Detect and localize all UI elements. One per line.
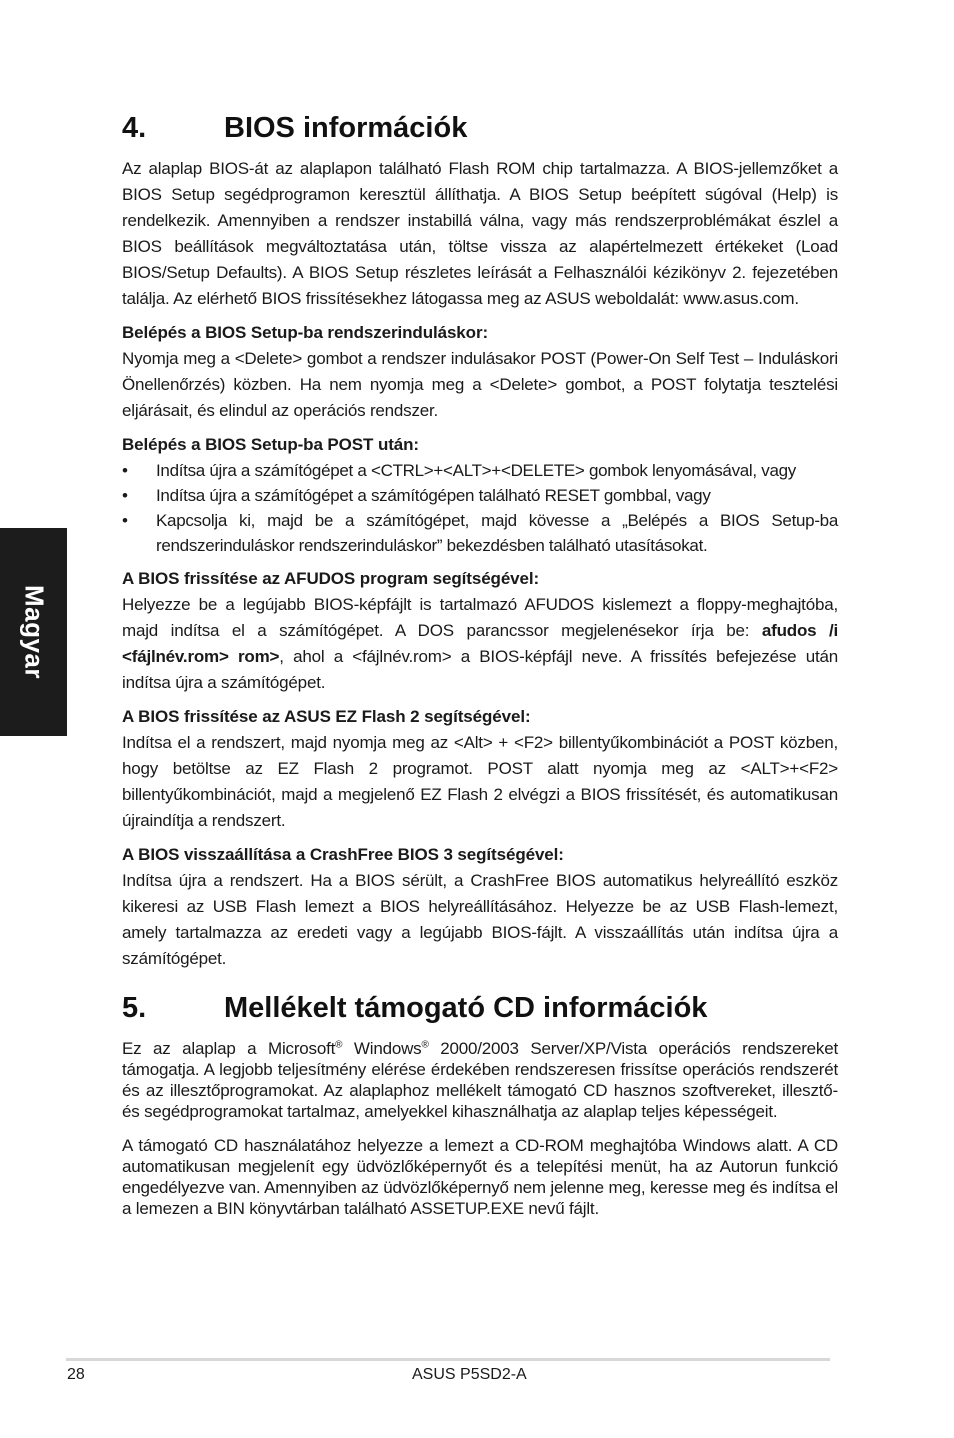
list-item: • Indítsa újra a számítógépet a számítógépen található RESET gombbal, vagy [122, 483, 838, 508]
section-number: 5. [122, 992, 147, 1024]
afudos-text: Helyezze be a legújabb BIOS-képfájlt is tartalmazó AFUDOS kislemezt a floppy-meghajtóba, majd indítsa el a számítógépet. A DOS parancssor megjelenésekor írja be: afudos /i <fájlnév.rom> rom>, ahol a <fájlnév.rom> a BIOS-képfájl neve. A frissítés befejezése után indítsa újra a számítógépet. [122, 595, 838, 692]
list-item: • Kapcsolja ki, majd be a számítógépet, majd kövesse a „Belépés a BIOS Setup-ba rendszerinduláskor rendszerinduláskor” bekezdésben található utasításokat. [122, 508, 838, 558]
bios-intro-paragraph: Az alaplap BIOS-át az alaplapon található Flash ROM chip tartalmazza. A BIOS-jellemzőket a BIOS Setup segédprogramon keresztül állíthatja. A BIOS Setup beépített súgóval (Help) is rendelkezik. Amennyiben a rendszer instabillá válna, vagy más rendszerproblémákat észlel a BIOS beállítások megváltoztatása után, töltse vissza az alapértelmezett értékeket (Load BIOS/Setup Defaults). A BIOS Setup részletes leírását a Felhasználói kézikönyv 2. fejezetében találja. Az elérhető BIOS frissítésekhez látogassa meg az ASUS weboldalát: www.asus.com. [122, 159, 838, 308]
section-4-heading [122, 108, 838, 148]
page-content [122, 108, 838, 1219]
section-title: BIOS információk [224, 112, 468, 144]
subheading-enter-setup-boot: Belépés a BIOS Setup-ba rendszerinduláskor: [122, 323, 489, 342]
section-title: Mellékelt támogató CD információk [224, 992, 708, 1024]
list-item: • Indítsa újra a számítógépet a <CTRL>+<ALT>+<DELETE> gombok lenyomásával, vagy [122, 458, 838, 483]
subheading-ez-flash: A BIOS frissítése az ASUS EZ Flash 2 segítségével: [122, 707, 531, 726]
footer-divider [66, 1358, 830, 1361]
subheading-afudos: A BIOS frissítése az AFUDOS program segítségével: [122, 569, 540, 588]
ez-flash-text: Indítsa el a rendszert, majd nyomja meg az <Alt> + <F2> billentyűkombinációt a POST közben, hogy betöltse az EZ Flash 2 programot. POST alatt nyomja meg az <ALT>+<F2> billentyűkombinációt, majd a megjelenő EZ Flash 2 elvégzi a BIOS frissítését, és automatikusan újraindítja a rendszert. [122, 733, 838, 830]
bullet-icon: • [122, 461, 128, 480]
language-label: Magyar [19, 584, 49, 680]
language-side-tab [0, 528, 67, 736]
support-cd-paragraph-1: Ez az alaplap a Microsoft® Windows® 2000/2003 Server/XP/Vista operációs rendszereket támogatja. A legjobb teljesítmény elérése érdekében rendszeresen frissítse operációs rendszerét és az illesztőprogramokat. Az alaplaphoz mellékelt támogató CD hasznos szoftvereket, illesztő- és segédprogramokat tartalmaz, amelyekkel kihasználhatja az alaplap teljes képességeit. [122, 1039, 838, 1121]
footer-product-title: ASUS P5SD2-A [412, 1366, 527, 1383]
page-number: 28 [67, 1366, 85, 1383]
subheading-crashfree: A BIOS visszaállítása a CrashFree BIOS 3 segítségével: [122, 845, 564, 864]
subheading-enter-setup-post: Belépés a BIOS Setup-ba POST után: [122, 435, 419, 454]
crashfree-text: Indítsa újra a rendszert. Ha a BIOS sérült, a CrashFree BIOS automatikus helyreállító eszköz kikeresi az USB Flash lemezt a BIOS helyreállításához. Helyezze be az USB Flash-lemezt, amely tartalmazza az eredeti vagy a legújabb BIOS-fájlt. A visszaállítás után indítsa újra a számítógépet. [122, 871, 838, 968]
support-cd-section [122, 1038, 838, 1219]
section-5-heading [122, 988, 838, 1028]
bullet-icon: • [122, 511, 128, 530]
support-cd-paragraph-2: A támogató CD használatához helyezze a lemezt a CD-ROM meghajtóba Windows alatt. A CD automatikusan megjelenít egy üdvözlőképernyőt és a telepítési menüt, ha az Autorun funkció engedélyezve van. Amennyiben az üdvözlőképernyő nem jelenne meg, keresse meg és indítsa el a lemezen a BIN könyvtárban található ASSETUP.EXE nevű fájlt. [122, 1136, 838, 1218]
afudos-command: afudos /i <fájlnév.rom> rom> [122, 621, 838, 666]
post-steps-list [122, 458, 838, 558]
bullet-icon: • [122, 486, 128, 505]
section-number: 4. [122, 112, 147, 144]
enter-setup-boot-text: Nyomja meg a <Delete> gombot a rendszer indulásakor POST (Power-On Self Test – Induláskori Önellenőrzés) közben. Ha nem nyomja meg a <Delete> gombot, a POST folytatja tesztelési eljárásait, és elindul az operációs rendszer. [122, 349, 838, 420]
